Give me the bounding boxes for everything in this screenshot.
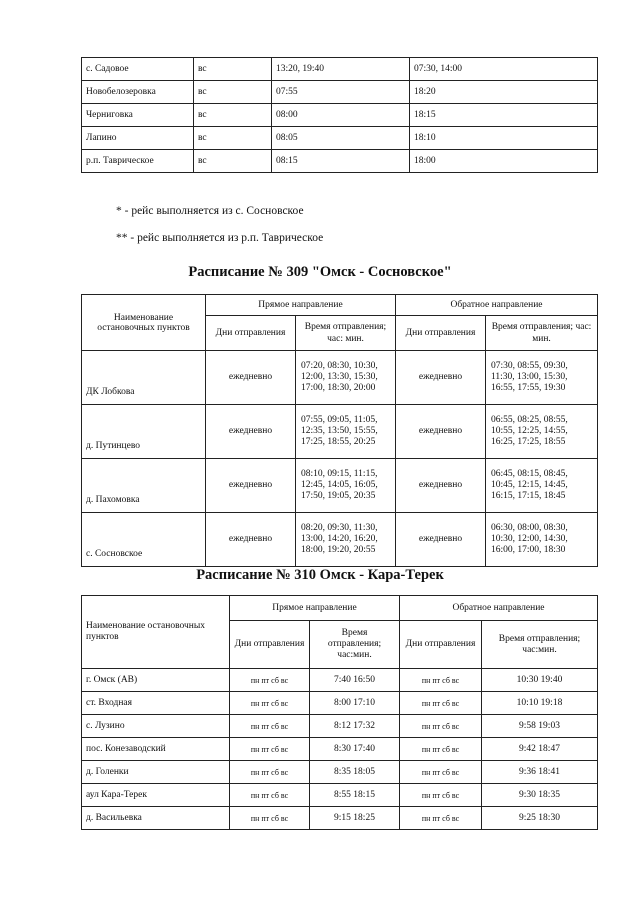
backward-days: ежедневно — [396, 459, 486, 513]
forward-days: ежедневно — [206, 459, 296, 513]
stop-name: с. Садовое — [82, 58, 194, 81]
top-table-body — [82, 58, 598, 173]
table-row — [82, 692, 598, 715]
backward-times: 10:10 19:18 — [482, 692, 598, 715]
days-cell: вс — [194, 150, 272, 173]
stop-name: ДК Лобкова — [82, 351, 206, 405]
stop-name: ст. Входная — [82, 692, 230, 715]
backward-times: 9:58 19:03 — [482, 715, 598, 738]
forward-times: 8:30 17:40 — [310, 738, 400, 761]
forward-days: пн пт сб вс — [230, 738, 310, 761]
backward-times: 07:30, 08:55, 09:30, 11:30, 13:00, 15:30, 16:55, 17:55, 19:30 — [486, 351, 598, 405]
backward-times: 9:30 18:35 — [482, 784, 598, 807]
backward-times: 06:55, 08:25, 08:55, 10:55, 12:25, 14:55, 16:25, 17:25, 18:55 — [486, 405, 598, 459]
backward-times: 9:25 18:30 — [482, 807, 598, 830]
schedule-309-table — [81, 294, 598, 567]
table-row — [82, 150, 598, 173]
backward-days: ежедневно — [396, 351, 486, 405]
forward-times: 07:55, 09:05, 11:05, 12:35, 13:50, 15:55, 17:25, 18:55, 20:25 — [296, 405, 396, 459]
stop-name: д. Путинцево — [82, 405, 206, 459]
forward-times: 8:35 18:05 — [310, 761, 400, 784]
backward-days: пн пт сб вс — [400, 761, 482, 784]
forward-times: 8:12 17:32 — [310, 715, 400, 738]
stop-name: р.п. Таврическое — [82, 150, 194, 173]
backward-time-header: Время отправления; час:мин. — [482, 621, 598, 669]
forward-days-header: Дни отправления — [206, 316, 296, 351]
backward-times: 07:30, 14:00 — [410, 58, 598, 81]
forward-time-header: Время отправления; час: мин. — [296, 316, 396, 351]
schedule-310-title: Расписание № 310 Омск - Кара-Терек — [196, 567, 444, 583]
backward-days-header: Дни отправления — [400, 621, 482, 669]
footnote-tavricheskoe: ** - рейс выполняется из р.п. Таврическое — [116, 232, 324, 244]
table-row — [82, 81, 598, 104]
stop-name: г. Омск (АВ) — [82, 669, 230, 692]
table-row — [82, 351, 598, 405]
backward-times: 06:30, 08:00, 08:30, 10:30, 12:00, 14:30, 16:00, 17:00, 18:30 — [486, 513, 598, 567]
forward-days: пн пт сб вс — [230, 715, 310, 738]
stop-name: Лапино — [82, 127, 194, 150]
forward-times: 08:10, 09:15, 11:15, 12:45, 14:05, 16:05, 17:50, 19:05, 20:35 — [296, 459, 396, 513]
forward-days: пн пт сб вс — [230, 761, 310, 784]
stop-column-header: Наименование остановочных пунктов — [82, 596, 230, 669]
backward-direction-header: Обратное направление — [396, 295, 598, 316]
forward-times: 9:15 18:25 — [310, 807, 400, 830]
backward-times: 9:42 18:47 — [482, 738, 598, 761]
forward-times: 8:00 17:10 — [310, 692, 400, 715]
table-row — [82, 405, 598, 459]
forward-days: пн пт сб вс — [230, 807, 310, 830]
stop-name: д. Васильевка — [82, 807, 230, 830]
backward-days: ежедневно — [396, 405, 486, 459]
stop-name: д. Голенки — [82, 761, 230, 784]
table-row — [82, 669, 598, 692]
top-schedule-table — [81, 57, 598, 173]
backward-times: 10:30 19:40 — [482, 669, 598, 692]
backward-direction-header: Обратное направление — [400, 596, 598, 621]
forward-days: ежедневно — [206, 405, 296, 459]
forward-time-header: Время отправления; час:мин. — [310, 621, 400, 669]
header-row — [82, 596, 598, 621]
backward-days: пн пт сб вс — [400, 784, 482, 807]
table-row — [82, 127, 598, 150]
stop-name: Новобелозеровка — [82, 81, 194, 104]
backward-days: пн пт сб вс — [400, 692, 482, 715]
table-row — [82, 459, 598, 513]
backward-days: пн пт сб вс — [400, 715, 482, 738]
days-cell: вс — [194, 81, 272, 104]
table-row — [82, 784, 598, 807]
forward-times: 7:40 16:50 — [310, 669, 400, 692]
stop-column-header: Наименование остановочных пунктов — [82, 295, 206, 351]
header-row — [82, 295, 598, 316]
backward-times: 18:00 — [410, 150, 598, 173]
forward-times: 08:05 — [272, 127, 410, 150]
forward-days: ежедневно — [206, 513, 296, 567]
forward-times: 07:55 — [272, 81, 410, 104]
table-row — [82, 761, 598, 784]
forward-days-header: Дни отправления — [230, 621, 310, 669]
stop-name: с. Сосновское — [82, 513, 206, 567]
backward-times: 9:36 18:41 — [482, 761, 598, 784]
backward-times: 18:20 — [410, 81, 598, 104]
backward-days: ежедневно — [396, 513, 486, 567]
table-row — [82, 715, 598, 738]
backward-days-header: Дни отправления — [396, 316, 486, 351]
forward-days: ежедневно — [206, 351, 296, 405]
backward-days: пн пт сб вс — [400, 669, 482, 692]
forward-times: 08:00 — [272, 104, 410, 127]
backward-days: пн пт сб вс — [400, 738, 482, 761]
backward-times: 18:15 — [410, 104, 598, 127]
backward-times: 06:45, 08:15, 08:45, 10:45, 12:15, 14:45, 16:15, 17:15, 18:45 — [486, 459, 598, 513]
forward-days: пн пт сб вс — [230, 692, 310, 715]
stop-name: Черниговка — [82, 104, 194, 127]
forward-days: пн пт сб вс — [230, 784, 310, 807]
forward-times: 08:15 — [272, 150, 410, 173]
forward-days: пн пт сб вс — [230, 669, 310, 692]
stop-name: д. Пахомовка — [82, 459, 206, 513]
forward-times: 08:20, 09:30, 11:30, 13:00, 14:20, 16:20, 18:00, 19:20, 20:55 — [296, 513, 396, 567]
forward-times: 07:20, 08:30, 10:30, 12:00, 13:30, 15:30, 17:00, 18:30, 20:00 — [296, 351, 396, 405]
forward-direction-header: Прямое направление — [230, 596, 400, 621]
forward-times: 8:55 18:15 — [310, 784, 400, 807]
table-row — [82, 58, 598, 81]
footnote-sosnovskoe: * - рейс выполняется из с. Сосновское — [116, 205, 304, 217]
table-row — [82, 513, 598, 567]
forward-direction-header: Прямое направление — [206, 295, 396, 316]
backward-days: пн пт сб вс — [400, 807, 482, 830]
backward-times: 18:10 — [410, 127, 598, 150]
schedule-310-table — [81, 595, 598, 830]
schedule-309-title: Расписание № 309 "Омск - Сосновское" — [188, 264, 452, 280]
forward-times: 13:20, 19:40 — [272, 58, 410, 81]
days-cell: вс — [194, 104, 272, 127]
table-row — [82, 807, 598, 830]
stop-name: аул Кара-Терек — [82, 784, 230, 807]
backward-time-header: Время отправления; час: мин. — [486, 316, 598, 351]
stop-name: с. Лузино — [82, 715, 230, 738]
table-row — [82, 104, 598, 127]
stop-name: пос. Конезаводский — [82, 738, 230, 761]
days-cell: вс — [194, 58, 272, 81]
days-cell: вс — [194, 127, 272, 150]
table-row — [82, 738, 598, 761]
